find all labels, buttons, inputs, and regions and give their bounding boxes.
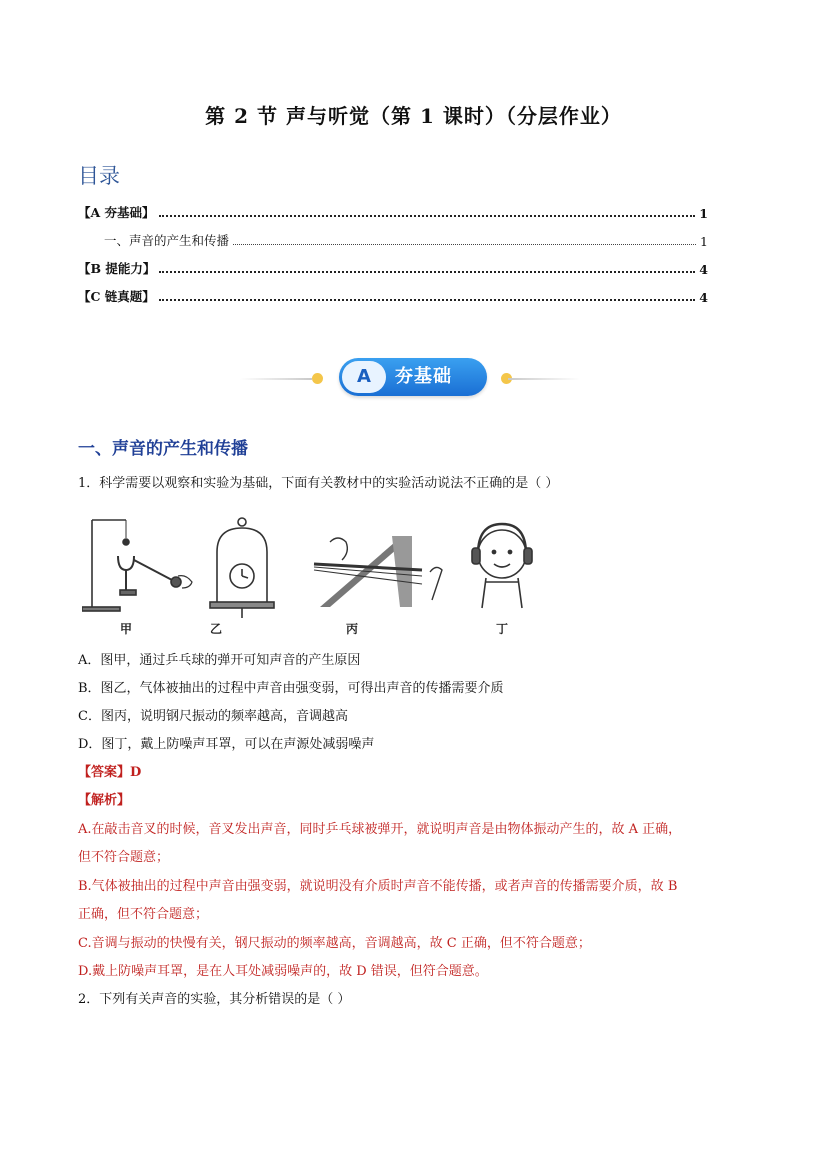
analysis-line-5: C.音调与振动的快慢有关，钢尺振动的频率越高，音调越高，故 C 正确，但不符合题意； (78, 936, 591, 951)
banner-pill (339, 358, 487, 396)
page-title: 第 2 节 声与听觉（第 1 课时）（分层作业） (205, 104, 622, 128)
banner-text: 夯基础 (395, 366, 452, 387)
toc-item-b[interactable] (78, 259, 708, 277)
analysis-line-6: D.戴上防噪声耳罩，是在人耳处减弱噪声的，故 D 错误，但符合题意。 (78, 964, 488, 979)
toc-heading: 目录 (78, 164, 120, 188)
analysis-line-2: 但不符合题意； (78, 850, 170, 865)
figure-label-yi: 乙 (210, 622, 223, 636)
steel-ruler-illustration (314, 536, 442, 607)
option-d: D．图丁，戴上防噪声耳罩，可以在声源处减弱噪声 (78, 737, 375, 752)
banner-letter: A (342, 361, 386, 393)
figure-label-ding: 丁 (496, 622, 509, 636)
headphone-person-illustration (472, 524, 532, 608)
toc-leader-dots (159, 299, 695, 301)
bell-jar-illustration (210, 518, 274, 618)
toc-item-label: 【C 链真题】 (78, 289, 155, 304)
toc-item-label: 【A 夯基础】 (78, 205, 155, 220)
option-c: C．图丙，说明钢尺振动的频率越高，音调越高 (78, 709, 348, 724)
toc-item-page: 1 (699, 206, 708, 221)
analysis-line-4: 正确，但不符合题意； (78, 907, 209, 922)
figure-label-bing: 丙 (346, 622, 359, 636)
section-banner (240, 355, 580, 401)
toc-item-label: 一、声音的产生和传播 (104, 233, 230, 248)
section-heading: 一、声音的产生和传播 (78, 439, 248, 459)
analysis-line-1: A.在敲击音叉的时候，音叉发出声音，同时乒乓球被弹开，就说明声音是由物体振动产生的，故 A 正确， (78, 822, 682, 837)
toc-item-a[interactable] (78, 203, 708, 221)
toc-item-page: 4 (699, 290, 708, 305)
option-b: B．图乙，气体被抽出的过程中声音由强变弱，可得出声音的传播需要介质 (78, 681, 504, 696)
toc-item-label: 【B 提能力】 (78, 261, 156, 276)
toc-item-page: 1 (700, 234, 708, 249)
toc-item-c[interactable] (78, 287, 708, 305)
toc-leader-dots (233, 244, 696, 245)
analysis-line-3: B.气体被抽出的过程中声音由强变弱，就说明没有介质时声音不能传播，或者声音的传播需要介质，故 B (78, 879, 678, 894)
option-a: A．图甲，通过乒乓球的弹开可知声音的产生原因 (78, 653, 361, 668)
tuning-fork-stand-illustration (82, 520, 192, 611)
banner-dot-left (312, 373, 323, 384)
answer-label: 【答案】D (78, 765, 142, 780)
analysis-label: 【解析】 (78, 793, 131, 808)
experiment-illustrations (82, 512, 562, 642)
toc-item-page: 4 (699, 262, 708, 277)
question-1-figure (82, 512, 562, 642)
toc-item-section-1[interactable] (78, 231, 708, 249)
banner-line-right (508, 378, 580, 380)
question-1-stem: 1．科学需要以观察和实验为基础，下面有关教材中的实验活动说法不正确的是（ ） (78, 476, 559, 491)
banner-line-left (240, 378, 312, 380)
question-2-stem: 2．下列有关声音的实验，其分析错误的是（ ） (78, 992, 351, 1007)
figure-label-jia: 甲 (120, 622, 133, 636)
toc-leader-dots (159, 271, 695, 273)
toc-leader-dots (159, 215, 696, 217)
